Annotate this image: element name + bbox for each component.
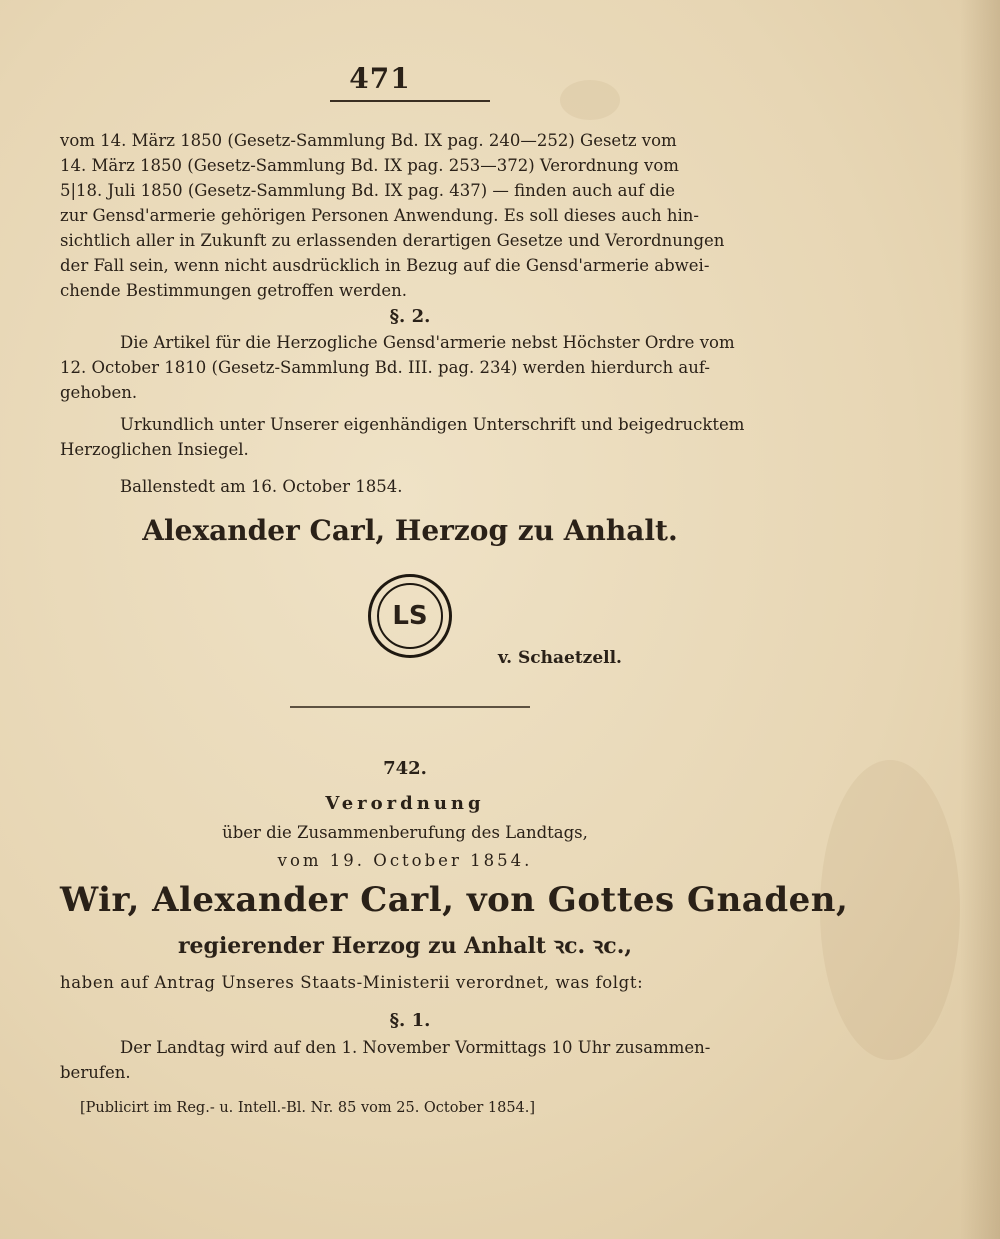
intro-line: vom 14. März 1850 (Gesetz-Sammlung Bd. IX pag. 240—252) Gesetz vom: [60, 131, 677, 150]
attestation-line: Herzoglichen Insiegel.: [60, 440, 249, 459]
attestation-line: Urkundlich unter Unserer eigenhändigen Unterschrift und beigedrucktem: [120, 415, 745, 434]
intro-line: 14. März 1850 (Gesetz-Sammlung Bd. IX pag. 253—372) Verordnung vom: [60, 156, 679, 175]
seal-text: LS: [392, 601, 428, 631]
section-1-text: [60, 1035, 760, 1085]
section-2-text: [60, 330, 760, 405]
ruler-subtitle: regierender Herzog zu Anhalt ꝛc. ꝛc.,: [177, 933, 633, 959]
attestation-paragraph: [60, 412, 760, 462]
place-date-text: Ballenstedt am 16. October 1854.: [120, 477, 403, 496]
countersignature: v. Schaetzell.: [498, 648, 622, 668]
page-edge-shadow: [960, 0, 1000, 1239]
section-1-heading: §. 1.: [389, 1010, 431, 1031]
section-2-line: gehoben.: [60, 383, 138, 402]
seal-inner-ring: [377, 583, 443, 649]
intro-paragraph: [60, 128, 760, 303]
intro-line: 5|18. Juli 1850 (Gesetz-Sammlung Bd. IX pag. 437) — finden auch auf die: [60, 181, 675, 200]
ruler-title: Wir, Alexander Carl, von Gottes Gnaden,: [60, 880, 849, 920]
section-2-line: 12. October 1810 (Gesetz-Sammlung Bd. III. pag. 234) werden hierdurch auf-: [60, 358, 710, 377]
intro-line: sichtlich aller in Zukunft zu erlassenden derartigen Gesetze und Verordnungen: [60, 231, 725, 250]
place-date: [60, 474, 760, 499]
header-rule: [330, 100, 490, 102]
decree-title: Verordnung: [325, 793, 485, 814]
publication-note: [Publicirt im Reg.- u. Intell.-Bl. Nr. 85 vom 25. October 1854.]: [80, 1100, 536, 1116]
signature: Alexander Carl, Herzog zu Anhalt.: [142, 514, 678, 547]
decree-date: vom 19. October 1854.: [277, 851, 533, 870]
section-2-heading: §. 2.: [389, 306, 431, 327]
section-1-line: berufen.: [60, 1063, 131, 1082]
seal-ls: [368, 574, 452, 658]
intro-line: zur Gensd'armerie gehörigen Personen Anwendung. Es soll dieses auch hin-: [60, 206, 699, 225]
intro-line: der Fall sein, wenn nicht ausdrücklich in Bezug auf die Gensd'armerie abwei-: [60, 256, 710, 275]
section-2-line: Die Artikel für die Herzogliche Gensd'armerie nebst Höchster Ordre vom: [120, 333, 735, 352]
section-1-line: Der Landtag wird auf den 1. November Vormittags 10 Uhr zusammen-: [120, 1038, 711, 1057]
decree-preamble: haben auf Antrag Unseres Staats-Ministerii verordnet, was folgt:: [60, 973, 644, 992]
page-number: 471: [349, 62, 411, 95]
decree-number: 742.: [383, 758, 427, 779]
intro-line: chende Bestimmungen getroffen werden.: [60, 281, 407, 300]
section-divider: [290, 706, 530, 708]
decree-subtitle: über die Zusammenberufung des Landtags,: [222, 823, 588, 842]
